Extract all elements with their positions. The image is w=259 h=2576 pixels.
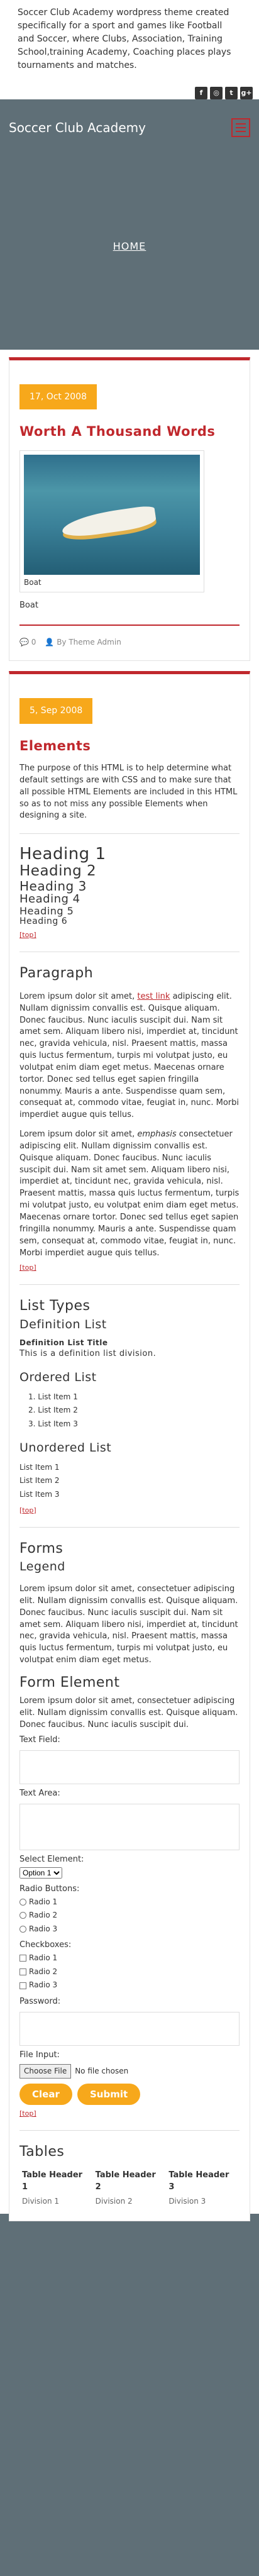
list-types-heading: List Types <box>19 1298 91 1314</box>
post-title[interactable]: Elements <box>19 738 91 753</box>
submit-button[interactable]: Submit <box>77 2084 140 2105</box>
post-date-badge: 17, Oct 2008 <box>19 384 97 409</box>
post-thumbnail[interactable] <box>19 450 204 592</box>
radio-label: Radio Buttons: <box>19 1884 80 1894</box>
breadcrumb-home-link[interactable]: HOME <box>113 240 146 253</box>
heading-2: Heading 2 <box>19 862 97 879</box>
forms-heading: Forms <box>19 1540 63 1557</box>
post-author[interactable]: By Theme Admin <box>57 637 121 647</box>
facebook-icon[interactable]: f <box>195 87 207 99</box>
list-item: 1. List Item 1 <box>28 1392 78 1401</box>
boat-image <box>24 455 200 575</box>
legend-heading: Legend <box>19 1560 65 1574</box>
page-hero <box>0 143 259 350</box>
post-card <box>9 671 250 2221</box>
text-area-input[interactable] <box>19 1804 240 1850</box>
post-excerpt: Boat <box>19 601 38 611</box>
list-item: List Item 3 <box>19 1490 60 1499</box>
no-file-text: No file chosen <box>75 2066 129 2075</box>
clear-button[interactable]: Clear <box>19 2084 72 2105</box>
top-link[interactable]: [top] <box>19 2109 36 2118</box>
checkbox-label: Checkboxes: <box>19 1940 72 1950</box>
list-item: 3. List Item 3 <box>28 1419 78 1428</box>
site-brand[interactable]: Soccer Club Academy <box>9 119 146 135</box>
paragraph-1: Lorem ipsum dolor sit amet, test link adipiscing elit. Nullam dignissim convallis est. Quisque aliquam. Donec faucibus. Nunc iaculis suscipit dui. Nam sit amet sem. Aliquam libero nisi, imperdiet at, tincidunt nec, gravida vehicula, nisl. Praesent mattis, massa quis luctus fermentum, turpis mi volutpat justo, eu volutpat enim diam eget metus. Maecenas ornare tortor. Donec sed tellus eget sapien fringilla nonummy. Mauris a ante. Suspendisse quam sem, consequat at, commodo vitae, feugiat in, nunc. Morbi imperdiet augue quis tellus. <box>19 991 239 1120</box>
post-meta <box>19 626 240 648</box>
select-element[interactable] <box>19 1867 62 1879</box>
heading-4: Heading 4 <box>19 892 80 906</box>
user-icon: 👤 <box>45 637 55 647</box>
text-field-input[interactable] <box>19 1750 240 1784</box>
radio-option[interactable]: Radio 2 <box>19 1909 240 1923</box>
text-field-label: Text Field: <box>19 1735 60 1745</box>
list-item: List Item 1 <box>19 1462 60 1472</box>
list-item: List Item 2 <box>19 1476 60 1485</box>
file-input-label: File Input: <box>19 2050 60 2060</box>
file-input <box>19 2064 240 2079</box>
post-card <box>9 357 250 661</box>
twitter-icon[interactable]: t <box>225 87 238 99</box>
hamburger-icon <box>236 123 246 125</box>
definition-list-heading: Definition List <box>19 1318 107 1332</box>
social-links <box>195 87 253 99</box>
comment-icon: 💬 <box>19 637 29 647</box>
top-link[interactable]: [top] <box>19 1506 36 1514</box>
ordered-list <box>19 1391 240 1431</box>
comment-count[interactable]: 0 <box>31 637 36 647</box>
unordered-list <box>19 1461 240 1502</box>
radio-option[interactable]: Radio 3 <box>19 1923 240 1936</box>
password-input[interactable] <box>19 2012 240 2046</box>
paragraph-heading: Paragraph <box>19 965 94 981</box>
top-link[interactable]: [top] <box>19 1263 36 1272</box>
top-bar <box>0 0 259 99</box>
radio-option[interactable]: Radio 1 <box>19 1896 240 1909</box>
choose-file-button[interactable]: Choose File <box>19 2064 71 2079</box>
paragraph-2: Lorem ipsum dolor sit amet, emphasis consectetuer adipiscing elit. Nullam dignissim convallis est. Quisque aliquam. Donec faucibus. Nunc iaculis suscipit dui. Nam sit amet sem. Aliquam libero nisi, imperdiet at, tincidunt nec, gravida vehicula, nisl. Praesent mattis, massa quis luctus fermentum, turpis mi volutpat justo, eu volutpat enim diam eget metus. Maecenas ornare tortor. Donec sed tellus eget sapien fringilla nonummy. Mauris a ante. Suspendisse quam sem, consequat at, commodo vitae, feugiat in, nunc. Morbi imperdiet augue quis tellus. <box>19 1130 240 1258</box>
checkbox-option[interactable]: Radio 1 <box>19 1951 240 1965</box>
checkbox-option[interactable]: Radio 2 <box>19 1965 240 1979</box>
headings-demo <box>19 845 240 926</box>
heading-6: Heading 6 <box>19 916 68 926</box>
menu-toggle-button[interactable] <box>231 118 250 137</box>
legend-text: Lorem ipsum dolor sit amet, consectetuer adipiscing elit. Nullam dignissim convallis est. Quisque aliquam. Donec faucibus. Nunc iaculis suscipit dui. Nam sit amet sem. Aliquam libero nisi, imperdiet at, tincidunt nec, gravida vehicula, nisl. Praesent mattis, massa quis luctus fermentum, turpis mi volutpat justo, eu volutpat enim diam eget metus. <box>19 1584 238 1665</box>
text-area-label: Text Area: <box>19 1789 60 1799</box>
main-navbar <box>0 112 259 143</box>
unordered-list-heading: Unordered List <box>19 1441 112 1455</box>
site-description: Soccer Club Academy wordpress theme created specifically for a sport and games like Football and Soccer, where Clubs, Association, Training School,training Academy, Coaching places plays tournaments and matches. <box>18 8 231 70</box>
definition-list: Definition List Title This is a definition list division. <box>19 1338 157 1359</box>
table-header: Table Header 1 <box>22 2170 83 2192</box>
heading-5: Heading 5 <box>19 905 74 917</box>
image-caption: Boat <box>24 577 41 587</box>
instagram-icon[interactable]: ◎ <box>210 87 223 99</box>
content-area <box>0 350 259 2214</box>
top-link[interactable]: [top] <box>19 930 36 939</box>
tables-heading: Tables <box>19 2143 65 2160</box>
post-title[interactable]: Worth A Thousand Words <box>19 424 216 440</box>
table-row: Division 1 Division 2 Division 3 <box>22 2196 206 2206</box>
table-header: Table Header 2 <box>95 2170 156 2192</box>
list-item: 2. List Item 2 <box>28 1406 78 1415</box>
post-date-badge: 5, Sep 2008 <box>19 698 92 723</box>
post-intro: The purpose of this HTML is to help determine what default settings are with CSS and to make sure that all possible HTML Elements are included in this HTML so as to not miss any possible Elements when designing a site. <box>19 763 238 821</box>
ordered-list-heading: Ordered List <box>19 1370 97 1384</box>
select-label: Select Element: <box>19 1855 84 1865</box>
demo-table <box>19 2168 240 2208</box>
checkbox-option[interactable]: Radio 3 <box>19 1979 240 1992</box>
table-header: Table Header 3 <box>168 2170 229 2192</box>
heading-3: Heading 3 <box>19 879 87 894</box>
google-plus-icon[interactable]: g+ <box>240 87 253 99</box>
heading-1: Heading 1 <box>19 845 106 864</box>
test-link[interactable]: test link <box>137 991 170 1001</box>
form-element-heading: Form Element <box>19 1674 120 1690</box>
password-label: Password: <box>19 1996 61 2006</box>
form-text: Lorem ipsum dolor sit amet, consectetuer adipiscing elit. Nullam dignissim convallis est. Quisque aliquam. Donec faucibus. Nunc iaculis suscipit dui. <box>19 1696 238 1729</box>
